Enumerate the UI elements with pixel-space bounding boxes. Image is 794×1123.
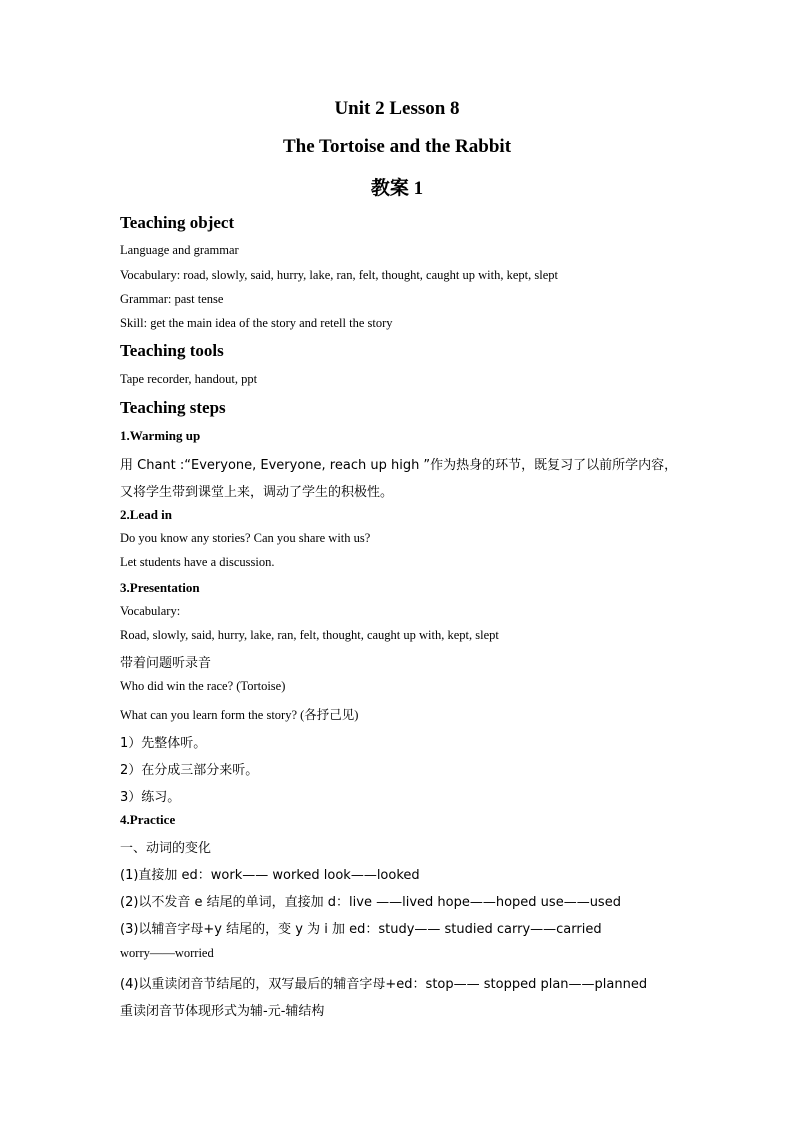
lead-line: Let students have a discussion. bbox=[120, 555, 275, 569]
practice-line: worry——worried bbox=[120, 946, 214, 960]
section-heading-teaching-tools: Teaching tools bbox=[120, 341, 224, 360]
practice-line: (2)以不发音 e 结尾的单词，直接加 d：live ——lived hope——hoped use——used bbox=[120, 895, 621, 910]
presentation-line: 2）在分成三部分来听。 bbox=[120, 763, 259, 778]
practice-line: (3)以辅音字母+y 结尾的，变 y 为 i 加 ed：study—— studied carry——carried bbox=[120, 922, 602, 937]
tools-line: Tape recorder, handout, ppt bbox=[120, 372, 258, 386]
presentation-line: Vocabulary: bbox=[120, 604, 181, 618]
section-heading-teaching-object: Teaching object bbox=[120, 213, 235, 232]
presentation-line: 1）先整体听。 bbox=[120, 736, 207, 751]
object-line: Language and grammar bbox=[120, 243, 239, 257]
page-title: Unit 2 Lesson 8 bbox=[334, 98, 460, 119]
page-subtitle: The Tortoise and the Rabbit bbox=[282, 136, 512, 157]
step-heading-practice: 4.Practice bbox=[120, 812, 176, 827]
object-line: Skill: get the main idea of the story and retell the story bbox=[120, 316, 393, 330]
warming-line: 又将学生带到课堂上来，调动了学生的积极性。 bbox=[120, 485, 394, 500]
object-line: Grammar: past tense bbox=[120, 292, 224, 306]
section-heading-teaching-steps: Teaching steps bbox=[120, 398, 226, 417]
warming-line: 用 Chant :“Everyone, Everyone, reach up high ”作为热身的环节，既复习了以前所学内容， bbox=[120, 458, 678, 473]
step-heading-presentation: 3.Presentation bbox=[120, 580, 200, 595]
presentation-line: What can you learn form the story? (各抒己见) bbox=[120, 708, 359, 722]
presentation-line: Road, slowly, said, hurry, lake, ran, felt, thought, caught up with, kept, slept bbox=[120, 628, 499, 642]
practice-line: (4)以重读闭音节结尾的，双写最后的辅音字母+ed：stop—— stopped plan——planned bbox=[120, 977, 648, 992]
practice-line: (1)直接加 ed：work—— worked look——looked bbox=[120, 868, 420, 883]
practice-line: 重读闭音节体现形式为辅-元-辅结构 bbox=[120, 1004, 325, 1019]
lead-line: Do you know any stories? Can you share with us? bbox=[120, 531, 371, 545]
object-line: Vocabulary: road, slowly, said, hurry, lake, ran, felt, thought, caught up with, kept, slept bbox=[120, 268, 558, 282]
presentation-line: 带着问题听录音 bbox=[120, 656, 212, 671]
step-heading-warming-up: 1.Warming up bbox=[120, 428, 201, 443]
lesson-plan-label: 教案 1 bbox=[370, 178, 424, 199]
presentation-line: 3）练习。 bbox=[120, 790, 181, 805]
practice-line: 一、动词的变化 bbox=[120, 841, 212, 856]
presentation-line: Who did win the race? (Tortoise) bbox=[120, 679, 286, 693]
step-heading-lead-in: 2.Lead in bbox=[120, 507, 173, 522]
